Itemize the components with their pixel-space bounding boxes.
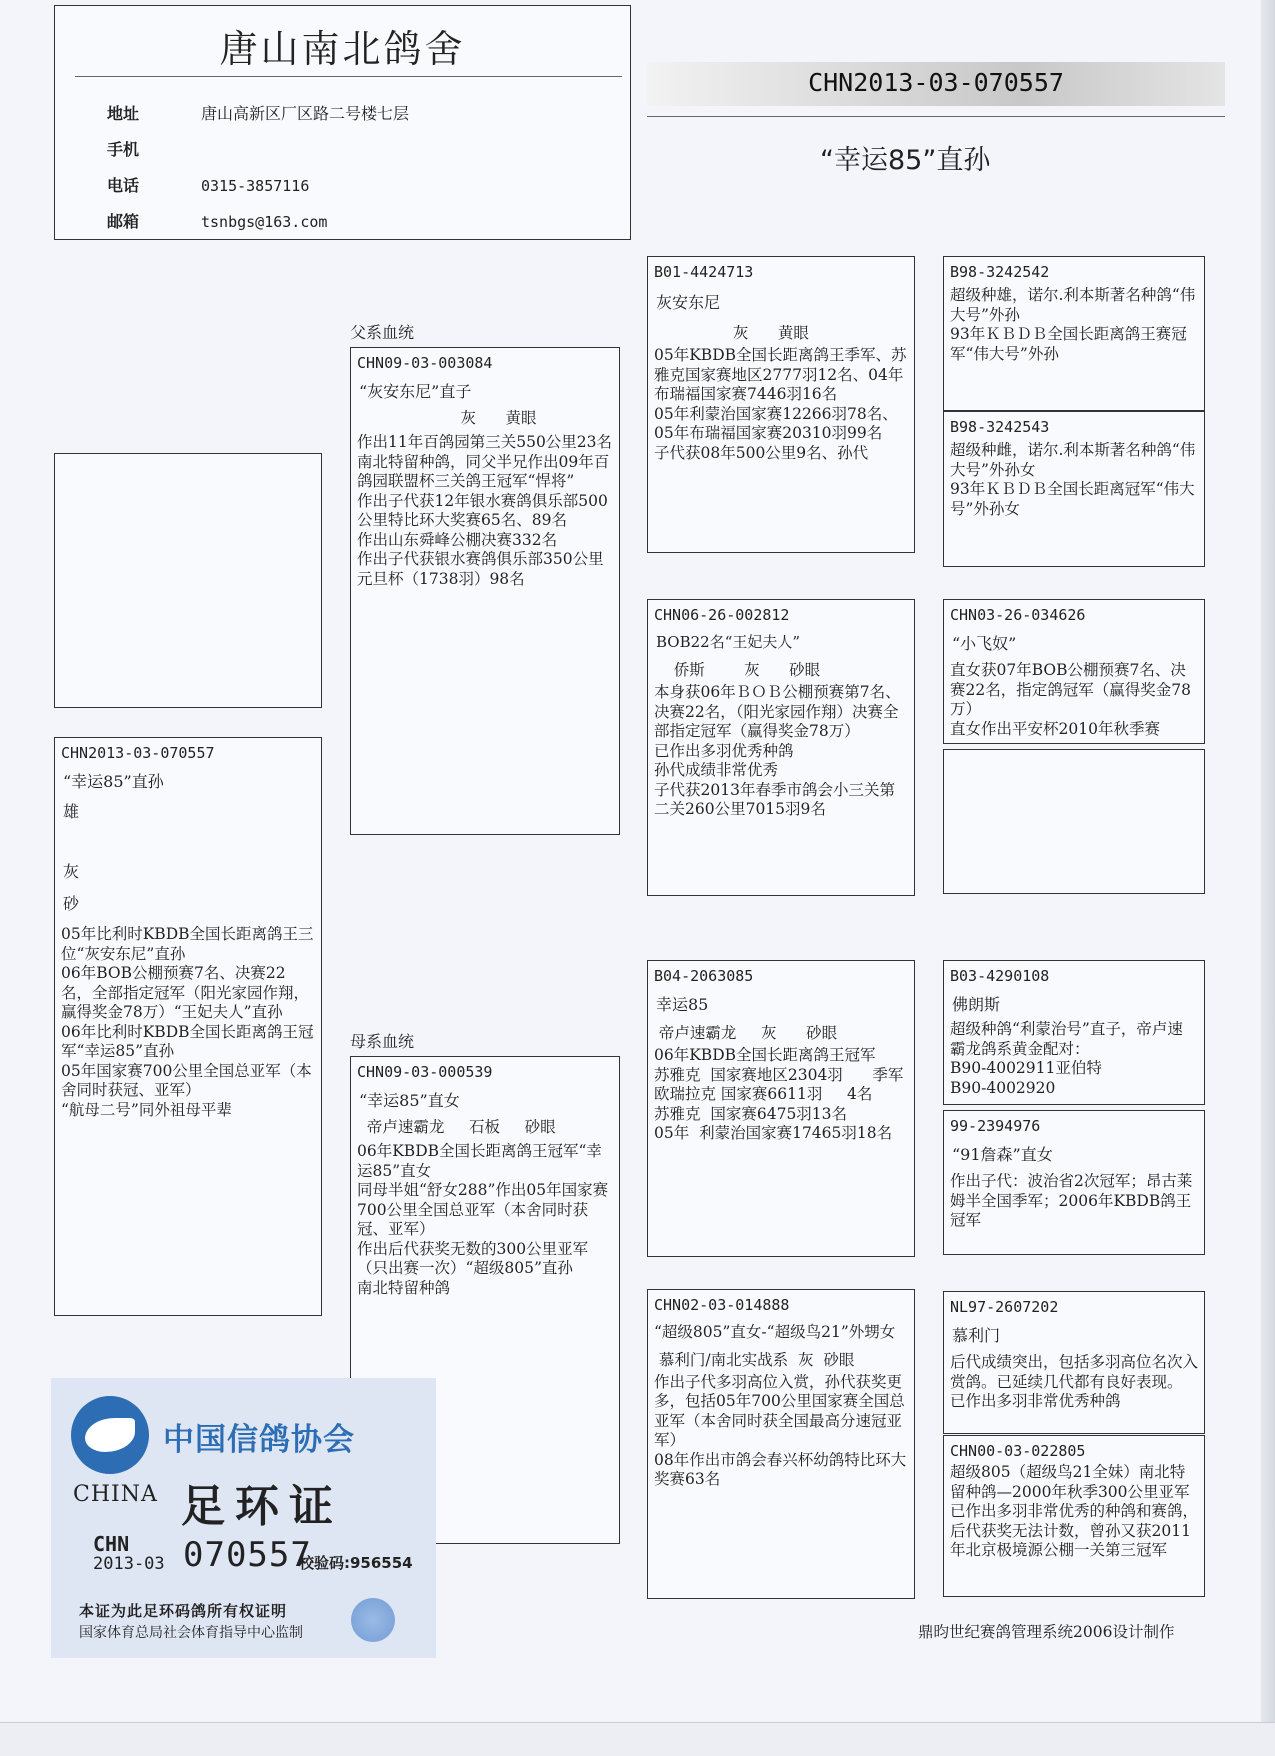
ring-number: CHN09-03-000539 [357, 1063, 493, 1081]
pigeon-name: 灰安东尼 [656, 293, 721, 312]
contact-key: 电话 [107, 176, 140, 195]
pigeon-association-logo-icon [71, 1396, 149, 1474]
ring-number: CHN00-03-022805 [950, 1442, 1086, 1460]
page-edge [1261, 0, 1275, 1755]
dds-card [943, 1291, 1205, 1434]
ring-number: CHN03-26-034626 [950, 606, 1086, 624]
ring-number: CHN09-03-003084 [357, 354, 493, 372]
pigeon-notes: 超级种鸽“利蒙治号”直子，帝卢速霸龙鸽系黄金配对： B90-4002911亚伯特 B90-4002920 [950, 1020, 1183, 1097]
ring-number: B98-3242542 [950, 263, 1050, 281]
ring-number: B03-4290108 [950, 967, 1050, 985]
pigeon-color: 灰 [63, 862, 80, 881]
pigeon-notes: 06年KBDB全国长距离鸽王冠军 苏雅克 国家赛地区2304羽 季军 欧瑞拉克 国家赛6611羽 4名 苏雅克 国家赛6475羽13名 05年 利蒙治国家赛17465羽18名 [654, 1046, 904, 1142]
ring-number: NL97-2607202 [950, 1298, 1059, 1316]
photo-frame [54, 453, 322, 708]
banner-divider [647, 116, 1225, 117]
sss-card [943, 256, 1205, 411]
certificate-check-code: 校验码:956554 [299, 1554, 413, 1572]
certificate-ownership-note: 本证为此足环码鸽所有权证明 [79, 1602, 288, 1620]
pigeon-notes: 超级种雄，诺尔.利本斯著名种鸽“伟大号”外孙 93年ＫＢＤＢ全国长距离鸽王赛冠军“伟大号”外孙 [950, 286, 1196, 363]
contact-key: 地址 [107, 104, 140, 123]
sire-card [350, 347, 620, 835]
pigeon-traits: 帝卢速霸龙 石板 砂眼 [357, 1118, 556, 1136]
ring-number: CHN02-03-014888 [654, 1296, 790, 1314]
sdd-card-empty [943, 749, 1205, 894]
sire-dam-card [647, 599, 915, 896]
pigeon-traits: 灰 黄眼 [654, 324, 809, 342]
pigeon-notes: 后代成绩突出，包括多羽高位名次入赏鸽。已延续几代都有良好表现。 已作出多羽非常优秀种鸽 [950, 1353, 1199, 1410]
loft-info-box [54, 5, 631, 240]
paternal-line-label: 父系血统 [350, 323, 415, 342]
certificate-org: 中国信鸽协会 [163, 1422, 355, 1458]
dsd-card [943, 1110, 1205, 1255]
ring-certificate [51, 1378, 436, 1658]
pigeon-traits: 灰 黄眼 [357, 409, 537, 427]
pigeon-eye: 砂 [63, 894, 80, 913]
pigeon-notes: 直女获07年BOB公棚预赛7名、决赛22名，指定鸽冠军（赢得奖金78万） 直女作出平安杯2010年秋季赛 [950, 661, 1191, 738]
ring-number: CHN2013-03-070557 [61, 744, 215, 762]
certificate-ring-number: 070557 [183, 1535, 312, 1575]
pigeon-name: 慕利门 [952, 1326, 1001, 1345]
contact-value: 唐山高新区厂区路二号楼七层 [201, 104, 410, 123]
pigeon-notes: 作出11年百鸽园第三关550公里23名 南北特留种鸽，同父半兄作出09年百鸽园联盟杯三关鸽王冠军“悍将” 作出子代获12年银水赛鸽俱乐部500公里特比环大奖赛65名、89名 作出山东舜峰公棚决赛332名 作出子代获银水赛鸽俱乐部350公里元旦杯（1738羽）98名 [357, 433, 613, 588]
pigeon-notes: 06年KBDB全国长距离鸽王冠军“幸运85”直女 同母半姐“舒女288”作出05年国家赛700公里全国总亚军（本舍同时获冠、亚军） 作出后代获奖无数的300公里亚军（只出赛一次）“超级805”直孙 南北特留种鸽 [357, 1142, 609, 1297]
pigeon-name: 幸运85 [656, 995, 709, 1014]
pigeon-name: “幸运85”直孙 [63, 772, 164, 791]
contact-row-mobile [107, 137, 201, 160]
hologram-seal-icon [351, 1598, 395, 1642]
pigeon-notes: 05年KBDB全国长距离鸽王季军、苏雅克国家赛地区2777羽12名、04年布瑞福国家赛7446羽16名 05年利蒙治国家赛12266羽78名、05年布瑞福国家赛20310羽99名 子代获08年500公里9名、孙代 [654, 346, 907, 462]
pigeon-traits: 侨斯 灰 砂眼 [654, 661, 821, 679]
sds-card [943, 599, 1205, 744]
pigeon-sex: 雄 [63, 802, 80, 821]
scan-bottom-strip [0, 1722, 1275, 1756]
contact-value: tsnbgs@163.com [201, 213, 328, 231]
ring-number: 99-2394976 [950, 1117, 1041, 1135]
pigeon-name: “小飞奴” [952, 634, 1017, 653]
pigeon-notes: 05年比利时KBDB全国长距离鸽王三位“灰安东尼”直孙 06年BOB公棚预赛7名、决赛22名，全部指定冠军（阳光家园作翔，赢得奖金78万）“王妃夫人”直孙 06年比利时KBDB全国长距离鸽王冠军“幸运85”直孙 05年国家赛700公里全国总亚军（本舍同时获冠、亚军） “航母二号”同外祖母平辈 [61, 925, 314, 1119]
pigeon-name: “91詹森”直女 [952, 1145, 1053, 1164]
loft-title: 唐山南北鸽舍 [219, 27, 466, 71]
certificate-prefix: CHN [93, 1532, 130, 1556]
footer-credit: 鼎昀世纪赛鸽管理系统2006设计制作 [918, 1623, 1175, 1641]
ring-number: B01-4424713 [654, 263, 754, 281]
certificate-country: CHINA [73, 1482, 158, 1507]
title-divider [75, 76, 622, 77]
ddd-card [943, 1435, 1205, 1597]
maternal-line-label: 母系血统 [350, 1032, 415, 1051]
pigeon-traits: 慕利门/南北实战系 灰 砂眼 [654, 1350, 855, 1369]
ring-number: B98-3242543 [950, 418, 1050, 436]
pigeon-notes: 作出子代：波治省2次冠军；昂古莱姆半全国季军；2006年KBDB鸽王冠军 [950, 1172, 1193, 1229]
ssd-card [943, 411, 1205, 567]
ring-number-banner [647, 62, 1225, 106]
pigeon-name: “超级805”直女-“超级鸟21”外甥女 [654, 1323, 896, 1341]
contact-row-address [107, 101, 409, 124]
sire-sire-card [647, 256, 915, 553]
pigeon-notes: 超级种雌，诺尔.利本斯著名种鸽“伟大号”外孙女 93年ＫＢＤＢ全国长距离冠军“伟大号”外孙女 [950, 441, 1196, 518]
pigeon-subtitle: “幸运85”直孙 [820, 145, 991, 176]
pigeon-name: 佛朗斯 [952, 995, 1001, 1014]
pigeon-name: “灰安东尼”直子 [359, 382, 472, 401]
pigeon-notes: 本身获06年ＢＯＢ公棚预赛第7名、决赛22名，（阳光家园作翔）决赛全部指定冠军（赢得奖金78万） 已作出多羽优秀种鸽 孙代成绩非常优秀 子代获2013年春季市鸽会小三关第二关260公里7015羽9名 [654, 683, 901, 818]
pigeon-notes: 作出子代多羽高位入赏，孙代获奖更多，包括05年700公里国家赛全国总亚军（本舍同时获全国最高分速冠亚军） 08年作出市鸽会春兴杯幼鸽特比环大奖赛63名 [654, 1372, 907, 1488]
contact-key: 邮箱 [107, 212, 140, 231]
contact-row-email [107, 209, 327, 232]
banner-ring-number: CHN2013-03-070557 [808, 68, 1064, 97]
pigeon-traits: 帝卢速霸龙 灰 砂眼 [654, 1024, 838, 1042]
certificate-title: 足环证 [181, 1481, 343, 1532]
pigeon-name: “幸运85”直女 [359, 1091, 460, 1110]
pigeon-notes: 超级805（超级鸟21全妹）南北特留种鸽—2000年秋季300公里亚军 已作出多羽非常优秀的种鸽和赛鸽，后代获奖无法计数，曾孙又获2011年北京极境源公棚一关第三冠军 [950, 1463, 1199, 1559]
contact-value: 0315-3857116 [201, 177, 310, 195]
certificate-year-code: 2013-03 [93, 1554, 165, 1574]
contact-key: 手机 [107, 140, 140, 159]
dam-sire-card [647, 960, 915, 1257]
dss-card [943, 960, 1205, 1105]
subject-pigeon-card [54, 737, 322, 1316]
contact-row-phone [107, 173, 309, 196]
pigeon-name: BOB22名“王妃夫人” [656, 633, 801, 651]
certificate-supervisor: 国家体育总局社会体育指导中心监制 [79, 1625, 303, 1641]
ring-number: B04-2063085 [654, 967, 754, 985]
ring-number: CHN06-26-002812 [654, 606, 790, 624]
dam-dam-card [647, 1289, 915, 1599]
